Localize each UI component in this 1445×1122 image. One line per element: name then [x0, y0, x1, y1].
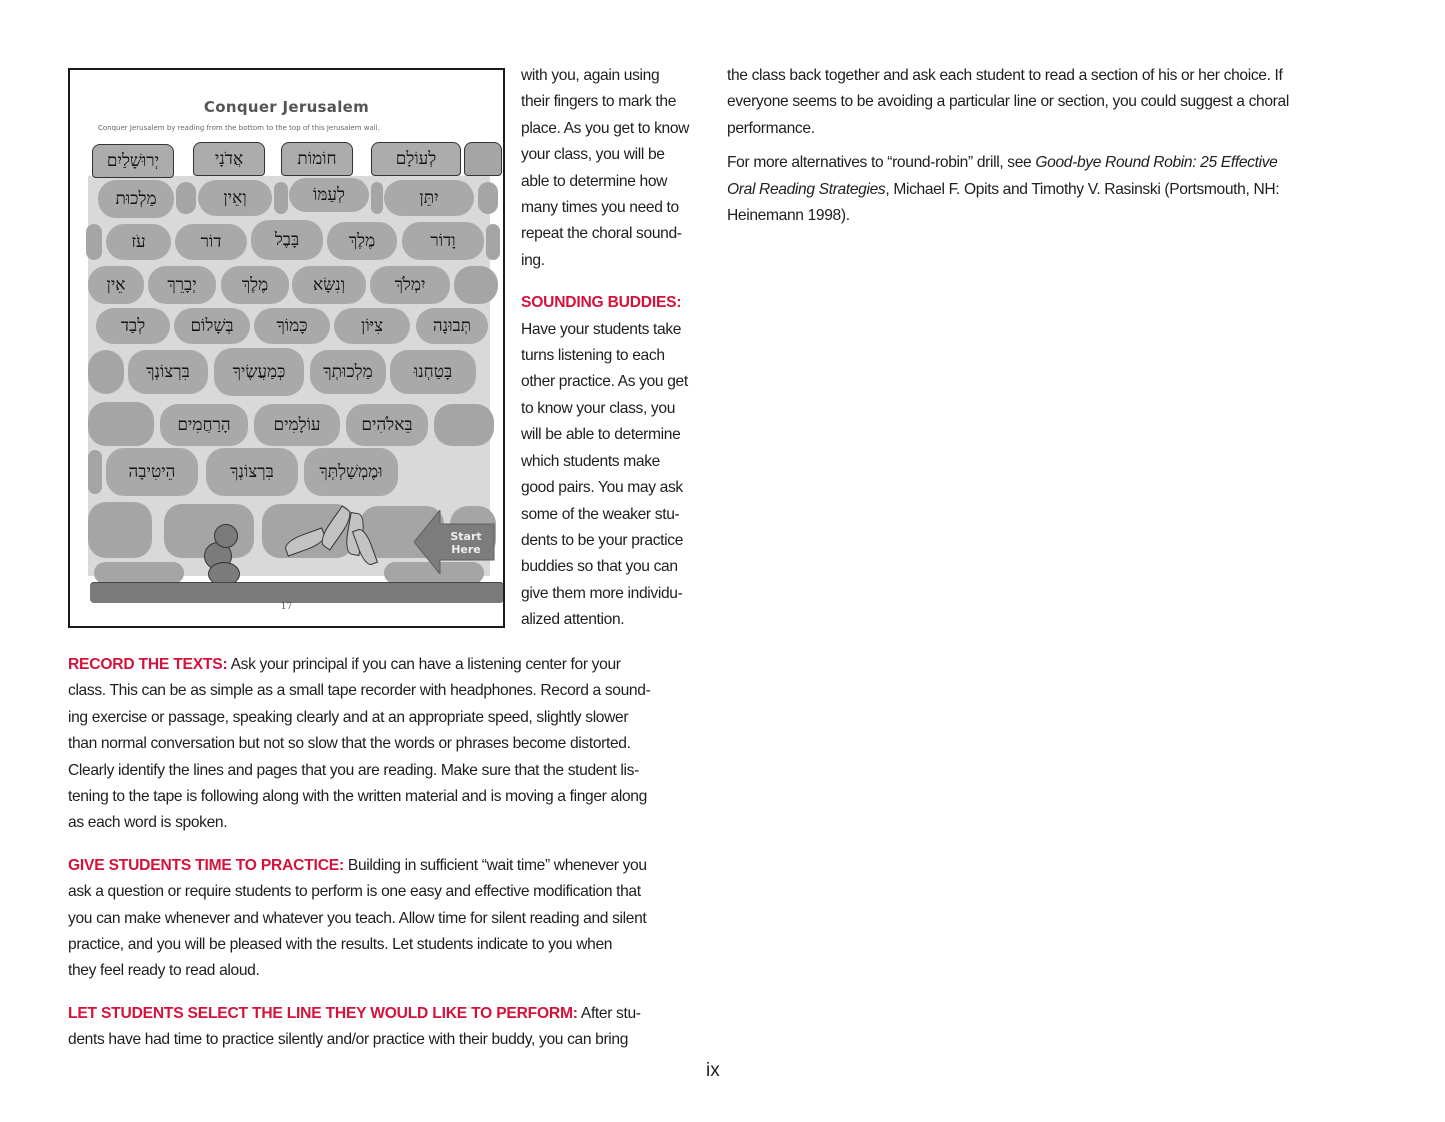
- text-run: After stu-: [577, 1004, 641, 1022]
- text-line: [68, 652, 708, 678]
- word-brick: בְּשָׁלוֹם: [174, 308, 250, 344]
- word-brick: בֵּאלֹהִים: [346, 404, 428, 446]
- word-brick: תְּבוּנָה: [416, 308, 488, 344]
- text-line: they feel ready to read aloud.: [68, 962, 260, 980]
- text-line: as each word is spoken.: [68, 814, 228, 832]
- start-here-arrow-icon: [414, 510, 496, 574]
- word-brick: צִיּוֹן: [334, 308, 410, 344]
- section-heading: RECORD THE TEXTS:: [68, 656, 228, 673]
- book-title: Oral Reading Strategies: [727, 180, 886, 198]
- word-brick: אֲדֹנָי: [193, 142, 265, 176]
- text-line: give them more individu-: [521, 584, 683, 602]
- reference-paragraph: [727, 150, 1347, 229]
- right-column: [727, 63, 1347, 229]
- word-brick: לְבַד: [96, 308, 170, 344]
- text-run: For more alternatives to “round-robin” drill, see: [727, 154, 1036, 172]
- blank-brick: [486, 224, 500, 260]
- text-line: [68, 853, 708, 879]
- word-brick: כָּמוֹךָ: [254, 308, 330, 344]
- here-label: Here: [451, 543, 481, 556]
- blank-brick: [88, 502, 152, 558]
- word-brick: יְרוּשָׁלַיִם: [92, 144, 174, 178]
- text-line: place. As you get to know: [521, 119, 690, 137]
- text-line: Heinemann 1998).: [727, 207, 850, 225]
- figure-page-number: 17: [280, 602, 293, 612]
- section-heading: GIVE STUDENTS TIME TO PRACTICE:: [68, 856, 344, 874]
- page-number: ix: [706, 1060, 720, 1081]
- blank-brick: [464, 142, 502, 176]
- text-run: Ask your principal if you can have a listening center for your: [227, 656, 621, 673]
- bush-illustration: [214, 524, 238, 548]
- text-line: able to determine how: [521, 172, 668, 190]
- text-line: tening to the tape is following along with the written material and is moving a finger along: [68, 788, 647, 806]
- blank-brick: [88, 450, 102, 494]
- word-brick: אֵין: [88, 266, 144, 304]
- word-brick: בָּטַחְנוּ: [390, 350, 476, 394]
- word-brick: בָּבֶל: [251, 220, 323, 260]
- word-brick: הֵיטִיבָה: [106, 448, 198, 496]
- text-line: dents to be your practice: [521, 531, 684, 549]
- text-line: will be able to determine: [521, 426, 681, 444]
- text-line: turns listening to each: [521, 347, 665, 365]
- text-line: Clearly identify the lines and pages that you are reading. Make sure that the student lis-: [68, 761, 639, 779]
- text-line: [727, 177, 1347, 203]
- text-line: the class back together and ask each student to read a section of his or her choice. If: [727, 67, 1283, 84]
- blank-brick: [88, 402, 154, 446]
- word-brick: לְעַמּוֹ: [289, 178, 369, 212]
- section-heading: LET STUDENTS SELECT THE LINE THEY WOULD LIKE TO PERFORM:: [68, 1004, 578, 1022]
- section-heading: SOUNDING BUDDIES:: [521, 294, 682, 312]
- word-brick: וְנִשָּׂא: [292, 266, 366, 304]
- word-brick: יִמְלֹךְ: [370, 266, 450, 304]
- figure-subtitle: Conquer Jerusalem by reading from the bottom to the top of this Jerusalem wall.: [98, 124, 380, 132]
- choral-continuation-paragraph: [521, 63, 716, 274]
- text-line: ask a question or require students to perform is one easy and effective modification that: [68, 883, 641, 901]
- ground-illustration: [90, 582, 504, 603]
- word-brick: וָדוֹר: [402, 222, 484, 260]
- record-the-texts-section: [68, 652, 708, 837]
- start-label: Start: [450, 530, 482, 543]
- text-line: their fingers to mark the: [521, 93, 677, 111]
- text-line: performance.: [727, 119, 815, 137]
- blank-brick: [176, 182, 196, 214]
- sounding-buddies-section: [521, 290, 716, 633]
- word-brick: מֶלֶךְ: [327, 222, 397, 260]
- left-column-lower: [68, 652, 708, 1054]
- word-brick: יְבָרֵךְ: [148, 266, 216, 304]
- jerusalem-wall-illustration: [84, 142, 500, 597]
- text-line: ing.: [521, 251, 545, 269]
- text-line: buddies so that you can: [521, 558, 678, 576]
- book-title: Good-bye Round Robin: 25 Effective: [1035, 154, 1278, 172]
- word-brick: הָרַחֲמִים: [160, 404, 248, 446]
- let-students-select-section: [68, 1001, 708, 1054]
- text-line: alized attention.: [521, 611, 625, 629]
- text-line: everyone seems to be avoiding a particular line or section, you could suggest a choral: [727, 93, 1289, 111]
- text-line: with you, again using: [521, 67, 660, 84]
- word-brick: חוֹמוֹת: [281, 142, 353, 176]
- text-line: other practice. As you get: [521, 373, 688, 391]
- narrow-column: [521, 63, 716, 634]
- choice-continuation-paragraph: [727, 63, 1347, 142]
- word-brick: יִתֵּן: [384, 180, 474, 216]
- conquer-jerusalem-figure: [68, 68, 505, 628]
- word-brick: דוֹר: [175, 224, 247, 260]
- text-line: [727, 150, 1347, 176]
- blank-brick: [371, 182, 383, 214]
- word-brick: עוֹלָמִים: [254, 404, 340, 446]
- word-brick: לְעוֹלָם: [371, 142, 461, 176]
- blank-brick: [478, 182, 498, 214]
- word-brick: מַלְכוּתְךָ: [310, 350, 386, 394]
- text-line: practice, and you will be pleased with the results. Let students indicate to you when: [68, 936, 613, 954]
- text-line: your class, you will be: [521, 146, 665, 164]
- text-line: dents have had time to practice silently and/or practice with their buddy, you can bring: [68, 1031, 629, 1049]
- word-brick: בִּרְצוֹנְךָ: [128, 350, 208, 394]
- text-run: Building in sufficient “wait time” whenever you: [343, 856, 647, 874]
- text-line: [68, 1001, 708, 1027]
- text-line: to know your class, you: [521, 399, 676, 417]
- text-line: you can make whenever and whatever you teach. Allow time for silent reading and silent: [68, 909, 647, 927]
- text-line: repeat the choral sound-: [521, 225, 682, 243]
- text-line: than normal conversation but not so slow that the words or phrases become distorted.: [68, 735, 631, 753]
- blank-brick: [434, 404, 494, 446]
- text-run: , Michael F. Opits and Timothy V. Rasinski (Portsmouth, NH:: [885, 180, 1280, 198]
- give-students-time-section: [68, 853, 708, 985]
- blank-brick: [86, 224, 102, 260]
- text-line: many times you need to: [521, 199, 679, 217]
- word-brick: מַלְכוּת: [98, 180, 174, 218]
- word-brick: וְאֵין: [198, 180, 272, 216]
- text-line: good pairs. You may ask: [521, 479, 683, 497]
- blank-brick: [454, 266, 498, 304]
- blank-brick: [88, 350, 124, 394]
- text-line: some of the weaker stu-: [521, 505, 680, 523]
- text-line: ing exercise or passage, speaking clearly and at an appropriate speed, slightly slower: [68, 708, 629, 726]
- word-brick: מֶלֶךְ: [221, 266, 289, 304]
- word-brick: בִּרְצוֹנְךָ: [206, 448, 298, 496]
- blank-brick: [274, 182, 288, 214]
- word-brick: כְּמַעֲשֶׂיךָ: [214, 348, 304, 396]
- blank-brick: [94, 562, 184, 584]
- text-line: class. This can be as simple as a small tape recorder with headphones. Record a sound-: [68, 682, 651, 700]
- word-brick: עֹז: [106, 224, 171, 260]
- text-line: which students make: [521, 452, 660, 470]
- word-brick: וּמֶמְשַׁלְתְּךָ: [304, 448, 398, 496]
- text-line: Have your students take: [521, 320, 682, 338]
- figure-title: Conquer Jerusalem: [203, 98, 370, 116]
